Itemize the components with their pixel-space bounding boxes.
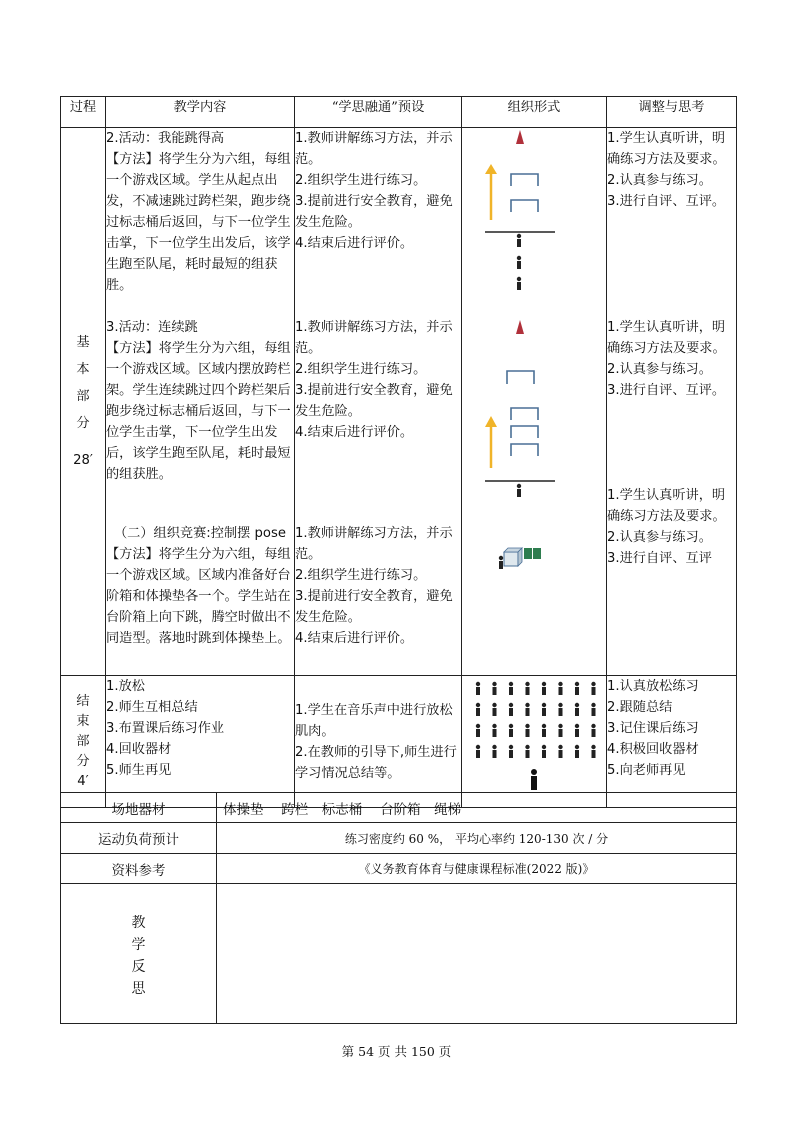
reflection-char: 学 bbox=[131, 937, 146, 953]
student-icon bbox=[575, 682, 579, 695]
process-char: 部 bbox=[76, 389, 90, 404]
hurdle-icon bbox=[511, 174, 538, 186]
reflection-char: 反 bbox=[131, 959, 146, 975]
hurdle-icon bbox=[511, 200, 538, 212]
header-adjust: 调整与思考 bbox=[607, 97, 737, 128]
student-icon bbox=[575, 724, 579, 737]
ending-adjust-cell bbox=[607, 676, 737, 808]
activity-3-content: 3.活动：连续跳 【方法】将学生分为六组，每组一个游戏区域。区域内摆放跨栏架。学生连续跳过四个跨栏架后跑步绕过标志桶后返回，与下一位学生击掌，下一位学生出发后，该学生跑至队尾，耗时最短的组获胜。 bbox=[106, 320, 291, 482]
student-icon bbox=[525, 745, 529, 758]
ending-content-cell bbox=[106, 676, 295, 808]
student-icon bbox=[492, 703, 496, 716]
basic-time: 28′ bbox=[73, 453, 93, 468]
reflection-char: 教 bbox=[131, 915, 146, 931]
page-footer: 第 54 页 共 150 页 bbox=[341, 1044, 452, 1059]
student-icon bbox=[558, 682, 562, 695]
process-char: 本 bbox=[76, 362, 90, 377]
header-preset: “学思融通”预设 bbox=[295, 97, 462, 128]
table-header-row bbox=[61, 97, 737, 128]
student-icon bbox=[509, 745, 513, 758]
ending-preset-cell bbox=[295, 676, 462, 808]
basic-section-row bbox=[61, 128, 737, 676]
ending-adjust: 1.认真放松练习 2.跟随总结 3.记住课后练习 4.积极回收器材 5.向老师再见 bbox=[607, 679, 699, 778]
student-icon bbox=[591, 745, 595, 758]
basic-content-cell bbox=[106, 128, 295, 676]
student-icon bbox=[476, 724, 480, 737]
reference-value: 《义务教育体育与健康课程标准(2022 版)》 bbox=[217, 854, 737, 884]
ending-content: 1.放松 2.师生互相总结 3.布置课后练习作业 4.回收器材 5.师生再见 bbox=[106, 679, 225, 778]
student-icon bbox=[476, 682, 480, 695]
venue-label: 场地器材 bbox=[61, 793, 217, 823]
process-char: 束 bbox=[76, 713, 90, 729]
student-icon bbox=[517, 484, 521, 497]
student-icon bbox=[558, 703, 562, 716]
process-char: 部 bbox=[76, 733, 90, 749]
process-char: 基 bbox=[76, 335, 90, 350]
reflection-char: 思 bbox=[131, 981, 146, 997]
student-icon bbox=[476, 703, 480, 716]
organization-diagrams bbox=[462, 128, 607, 668]
student-icon bbox=[525, 703, 529, 716]
basic-process-cell bbox=[61, 128, 106, 676]
reflection-label bbox=[61, 884, 217, 1024]
activity-2-content: 2.活动：我能跳得高 【方法】将学生分为六组，每组一个游戏区域。学生从起点出发，不减速跳过跨栏架，跑步绕过标志桶后返回，与下一位学生击掌，下一位学生出发后，该学生跑至队尾，耗时最短的组获胜。 bbox=[106, 131, 291, 293]
student-icon bbox=[517, 234, 521, 247]
reference-label: 资料参考 bbox=[61, 854, 217, 884]
hurdle-icon bbox=[511, 444, 538, 456]
competition-content: （二）组织竞赛:控制摆 pose 【方法】将学生分为六组，每组一个游戏区域。区域内准备好台阶箱和体操垫各一个。学生站在台阶箱上向下跳，腾空时做出不同造型。落地时跳到体操垫上。 bbox=[106, 526, 291, 646]
lesson-table bbox=[60, 96, 737, 808]
student-icon bbox=[525, 682, 529, 695]
student-icon bbox=[517, 256, 521, 269]
student-icon bbox=[542, 703, 546, 716]
teacher-icon bbox=[531, 769, 537, 790]
venue-value: 体操垫 跨栏 标志桶 台阶箱 绳梯 bbox=[217, 793, 737, 823]
adjust-block: 1.学生认真听讲，明确练习方法及要求。 2.认真参与练习。 3.进行自评、互评。 bbox=[607, 320, 726, 398]
student-icon bbox=[492, 745, 496, 758]
student-icon bbox=[542, 745, 546, 758]
header-process: 过程 bbox=[61, 97, 106, 128]
student-icon bbox=[575, 745, 579, 758]
student-icon bbox=[525, 724, 529, 737]
header-organization: 组织形式 bbox=[462, 97, 607, 128]
student-icon bbox=[492, 682, 496, 695]
arrow-head-icon bbox=[485, 164, 497, 174]
student-icon bbox=[509, 724, 513, 737]
load-value: 练习密度约 60 %， 平均心率约 120-130 次 / 分 bbox=[217, 823, 737, 854]
student-icon bbox=[517, 277, 521, 290]
hurdle-icon bbox=[511, 426, 538, 438]
student-icon bbox=[591, 703, 595, 716]
ending-organization-cell bbox=[462, 676, 607, 808]
mat-icon bbox=[524, 548, 541, 559]
load-label: 运动负荷预计 bbox=[61, 823, 217, 854]
process-char: 分 bbox=[76, 753, 90, 769]
student-icon bbox=[542, 682, 546, 695]
step-box-icon bbox=[504, 548, 522, 566]
ending-preset: 1.学生在音乐声中进行放松肌肉。 2.在教师的引导下,师生进行学习情况总结等。 bbox=[295, 702, 457, 781]
student-icon bbox=[558, 745, 562, 758]
preset-block: 1.教师讲解练习方法，并示范。 2.组织学生进行练习。 3.提前进行安全教育，避免发生危险。 4.结束后进行评价。 bbox=[295, 320, 453, 440]
student-icon bbox=[591, 682, 595, 695]
preset-block: 1.教师讲解练习方法，并示范。 2.组织学生进行练习。 3.提前进行安全教育，避免发生危险。 4.结束后进行评价。 bbox=[295, 131, 453, 251]
basic-preset-cell bbox=[295, 128, 462, 676]
ending-time: 4′ bbox=[77, 773, 89, 789]
preset-block: 1.教师讲解练习方法，并示范。 2.组织学生进行练习。 3.提前进行安全教育，避免发生危险。 4.结束后进行评价。 bbox=[295, 526, 453, 646]
hurdle-icon bbox=[511, 408, 538, 420]
student-icon bbox=[591, 724, 595, 737]
student-icon bbox=[509, 703, 513, 716]
student-icon bbox=[575, 703, 579, 716]
adjust-block: 1.学生认真听讲，明确练习方法及要求。 2.认真参与练习。 3.进行自评、互评。 bbox=[607, 131, 726, 209]
student-icon bbox=[492, 724, 496, 737]
adjust-block: 1.学生认真听讲，明确练习方法及要求。 2.认真参与练习。 3.进行自评、互评 bbox=[607, 488, 726, 566]
ending-process-cell bbox=[61, 676, 106, 808]
student-icon bbox=[542, 724, 546, 737]
basic-adjust-cell bbox=[607, 128, 737, 676]
student-icon bbox=[558, 724, 562, 737]
basic-organization-cell bbox=[462, 128, 607, 676]
cone-icon bbox=[516, 130, 524, 144]
reflection-area[interactable] bbox=[217, 884, 737, 1024]
process-char: 分 bbox=[76, 416, 90, 431]
student-icon bbox=[476, 745, 480, 758]
student-icon bbox=[509, 682, 513, 695]
hurdle-icon bbox=[507, 371, 534, 384]
lesson-info-table bbox=[60, 792, 737, 1024]
student-icon bbox=[499, 556, 503, 569]
cone-icon bbox=[516, 320, 524, 334]
process-char: 结 bbox=[76, 693, 90, 709]
formation-diagram bbox=[462, 676, 607, 800]
arrow-head-icon bbox=[485, 416, 497, 427]
header-content: 教学内容 bbox=[106, 97, 295, 128]
ending-section-row bbox=[61, 676, 737, 808]
